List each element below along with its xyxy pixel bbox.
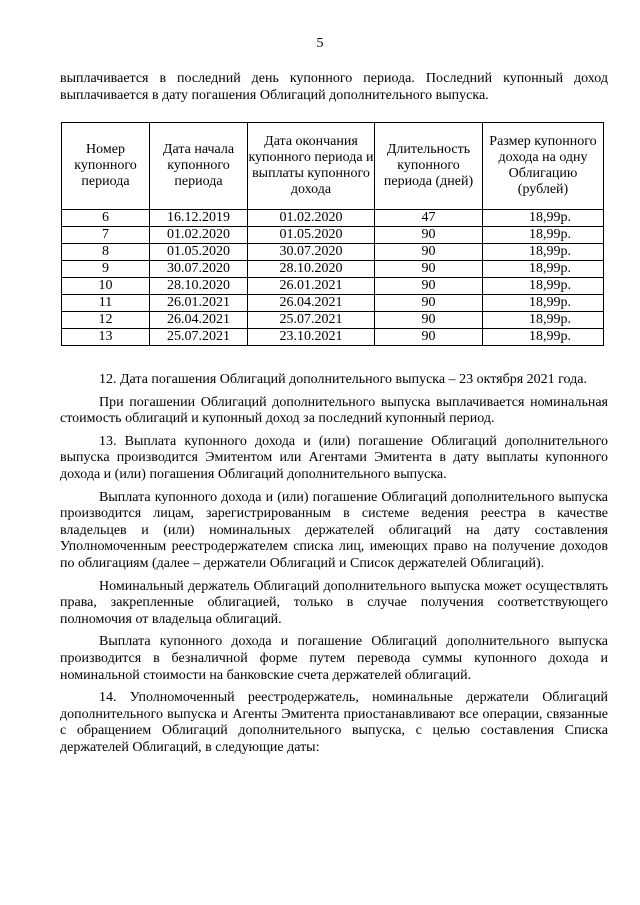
cell-number: 11: [62, 295, 150, 312]
cell-amount: 18,99р.: [483, 312, 604, 329]
cell-amount: 18,99р.: [483, 210, 604, 227]
cell-duration: 90: [375, 329, 483, 346]
paragraph-maturity-date: 12. Дата погашения Облигаций дополнительного выпуска – 23 октября 2021 года.: [99, 372, 587, 387]
header-start-date: Дата начала купонного периода: [150, 123, 248, 210]
cell-start-date: 25.07.2021: [150, 329, 248, 346]
table-row: [62, 329, 604, 346]
page-number: 5: [316, 36, 324, 51]
intro-text: выплачивается в последний день купонного периода. Последний купонный доход выплачивается в дату погашения Облигаций дополнительного выпуска.: [60, 71, 608, 103]
cell-number: 8: [62, 244, 150, 261]
cell-end-date: 26.04.2021: [248, 295, 375, 312]
cell-duration: 90: [375, 261, 483, 278]
cell-start-date: 26.01.2021: [150, 295, 248, 312]
cell-start-date: 30.07.2020: [150, 261, 248, 278]
header-amount: Размер купонного дохода на одну Облигацию (рублей): [483, 123, 604, 210]
cell-duration: 90: [375, 278, 483, 295]
paragraph-redemption: При погашении Облигаций дополнительного выпуска выплачивается номинальная стоимость облигаций и купонный доход за последний купонный период.: [60, 394, 608, 427]
table-row: [62, 261, 604, 278]
cell-start-date: 16.12.2019: [150, 210, 248, 227]
table-row: [62, 210, 604, 227]
header-end-date: Дата окончания купонного периода и выплаты купонного дохода: [248, 123, 375, 210]
table-row: [62, 295, 604, 312]
paragraph-payment-agents: 13. Выплата купонного дохода и (или) погашение Облигаций дополнительного выпуска производится Эмитентом или Агентами Эмитента в дату выплаты купонного дохода и (или) погашения Облигаций дополнительного выпуска.: [60, 433, 608, 482]
header-coupon-number: Номер купонного периода: [62, 123, 150, 210]
cell-end-date: 25.07.2021: [248, 312, 375, 329]
cell-duration: 90: [375, 295, 483, 312]
cell-number: 13: [62, 329, 150, 346]
table-row: [62, 227, 604, 244]
cell-amount: 18,99р.: [483, 244, 604, 261]
cell-number: 9: [62, 261, 150, 278]
cell-start-date: 28.10.2020: [150, 278, 248, 295]
cell-start-date: 01.05.2020: [150, 244, 248, 261]
cell-amount: 18,99р.: [483, 227, 604, 244]
cell-end-date: 26.01.2021: [248, 278, 375, 295]
header-duration: Длительность купонного периода (дней): [375, 123, 483, 210]
cell-duration: 47: [375, 210, 483, 227]
cell-number: 7: [62, 227, 150, 244]
intro-paragraph: [60, 70, 608, 104]
cell-number: 12: [62, 312, 150, 329]
cell-amount: 18,99р.: [483, 329, 604, 346]
cell-end-date: 01.02.2020: [248, 210, 375, 227]
cell-number: 6: [62, 210, 150, 227]
cell-end-date: 30.07.2020: [248, 244, 375, 261]
cell-duration: 90: [375, 312, 483, 329]
cell-end-date: 28.10.2020: [248, 261, 375, 278]
cell-duration: 90: [375, 244, 483, 261]
cell-start-date: 26.04.2021: [150, 312, 248, 329]
cell-end-date: 01.05.2020: [248, 227, 375, 244]
table-row: [62, 312, 604, 329]
paragraph-cashless-payment: Выплата купонного дохода и погашение Облигаций дополнительного выпуска производится в безналичной форме путем перевода суммы купонного дохода и номинальной стоимости на банковские счета держателей облигаций.: [60, 634, 608, 683]
cell-amount: 18,99р.: [483, 295, 604, 312]
cell-amount: 18,99р.: [483, 278, 604, 295]
cell-amount: 18,99р.: [483, 261, 604, 278]
cell-start-date: 01.02.2020: [150, 227, 248, 244]
table-header-row: [62, 123, 604, 210]
table-row: [62, 278, 604, 295]
cell-duration: 90: [375, 227, 483, 244]
document-body: [60, 372, 608, 762]
paragraph-payment-recipients: Выплата купонного дохода и (или) погашение Облигаций дополнительного выпуска производится лицам, зарегистрированным в системе ведения реестра в качестве владельцев и (или) номинальных держателей облигаций на дату составления Уполномоченным реестродержателем списка лиц, имеющих право на получение доходов по облигациям (далее – держатели Облигаций и Список держателей Облигаций).: [60, 489, 608, 571]
paragraph-registrar-suspension: 14. Уполномоченный реестродержатель, номинальные держатели Облигаций дополнительного выпуска и Агенты Эмитента приостанавливают все операции, связанные с обращением Облигаций дополнительного выпуска, с целью составления Списка держателей Облигаций, в следующие даты:: [60, 690, 608, 755]
paragraph-nominee-holder: Номинальный держатель Облигаций дополнительного выпуска может осуществлять права, закрепленные облигацией, только в случае получения соответствующего полномочия от владельца облигаций.: [60, 578, 608, 627]
cell-end-date: 23.10.2021: [248, 329, 375, 346]
table-row: [62, 244, 604, 261]
cell-number: 10: [62, 278, 150, 295]
coupon-schedule-table: [61, 122, 604, 346]
